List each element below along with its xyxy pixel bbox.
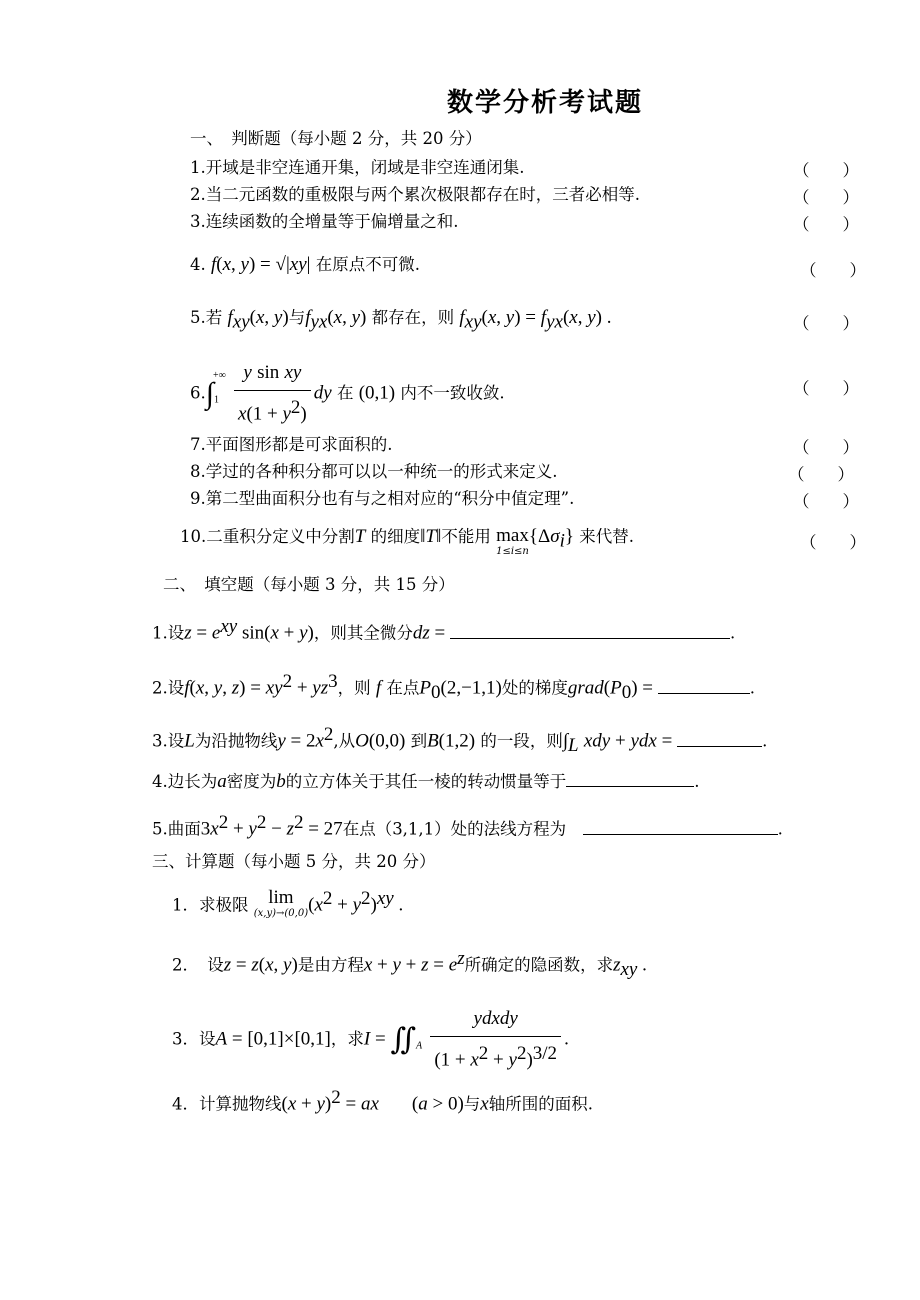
s2-q4-b: 密度为 (226, 772, 277, 791)
answer-paren: （ ） (793, 438, 859, 457)
answer-blank[interactable] (450, 624, 730, 639)
s3-q3-b: ，求 (330, 1029, 364, 1049)
s1-q2: 2.当二元函数的重极限与两个累次极限都存在时，三者必相等. (190, 185, 640, 204)
answer-blank[interactable] (677, 732, 762, 747)
s1-q6-text: 在 (336, 383, 354, 403)
s2-q2: 2.设f(x, y, $z) = xy^2 + yz^3$，则 f 在点$P_0(2,-1,1)$处的梯度$grad(P_0)$ = . (152, 671, 756, 703)
s2-q3-c: ,从 (333, 731, 356, 751)
s2-q1-a: 1.设 (152, 623, 185, 643)
s1-q4: 4. f(x, y) = √|xy| 在原点不可微. (190, 254, 420, 275)
s3-q2: 2． 设z = z(x, y)是由方程$x + y + z = e^z$所确定的隐函数，求$z_{xy}$ . (172, 948, 647, 980)
s3-q1-a: 1．求极限 (172, 895, 249, 915)
answer-blank[interactable] (658, 679, 750, 694)
s1-q10-c: 来代替. (579, 527, 634, 546)
s1-q8: 8.学过的各种积分都可以以一种统一的形式来定义. (190, 462, 558, 481)
s1-q5-num: 5.若 (190, 308, 223, 327)
exam-title: 数学分析考试题 (447, 88, 644, 118)
s1-q10-a: 的细度 (370, 527, 421, 546)
section-2-heading: 二、 填空题（每小题 3 分，共 15 分） (163, 575, 455, 594)
s2-q2-d: 处的梯度 (501, 678, 568, 698)
s3-q4: 4．计算抛物线$(x + y)^2$ = ax (a > 0)与x轴所围的面积. (172, 1087, 593, 1115)
s1-q4-text: 在原点不可微. (315, 255, 420, 274)
s1-q5-mid: 都存在，则 (371, 308, 455, 327)
answer-paren: （ ） (800, 533, 866, 552)
s2-q4-c: 的立方体关于其任一棱的转动惯量等于 (285, 772, 567, 791)
s3-q4-a: 4．计算抛物线 (172, 1094, 282, 1114)
s3-q2-b: 是由方程 (297, 955, 364, 975)
s2-q3-a: 3.设 (152, 731, 185, 751)
s3-q3: 3．设A = [0,1]×[0,1]，求$I = ∬_A$ $\frac{\text{ydxdy}}{(1 + x^2 + y^2)^{3/2}}$ . (172, 1004, 569, 1076)
s2-q3: 3.设L为沿抛物线$y = 2x^2$,从O(0,0) 到B(1,2) 的一段，则$\int_L$ xdy + ydx = . (152, 724, 768, 756)
answer-paren: （ ） (793, 215, 859, 234)
s1-q6-num: 6. (190, 383, 206, 403)
answer-paren: （ ） (793, 161, 859, 180)
s1-q1: 1.开域是非空连通开集，闭域是非空连通闭集. (190, 158, 525, 177)
s1-q10: 10.二重积分定义中分割T 的细度‖T‖不能用 max 1≤i≤n $\{\Delta\sigma_i\}$ 来代替. (180, 525, 634, 557)
s1-q3: 3.连续函数的全增量等于偏增量之和. (190, 212, 459, 231)
s2-q3-b: 为沿抛物线 (194, 731, 278, 751)
s1-q10-num: 10.二重积分定义中分割 (180, 527, 355, 546)
s2-q2-a: 2.设 (152, 678, 185, 698)
section-1-heading: 一、 判断题（每小题 2 分，共 20 分） (190, 129, 482, 148)
s3-q4-b: 与 (463, 1094, 481, 1114)
s2-q1-b: ，则其全微分 (313, 623, 413, 643)
s1-q5: 5.若 $f_{xy}(x$, y)与$f_{yx}(x$, y) 都存在，则 $f_{xy}(x$, $y) = f_{yx}(x$, y) . (190, 307, 612, 333)
s1-q9: 9.第二型曲面积分也有与之相对应的“积分中值定理”. (190, 489, 575, 508)
s2-q3-e: 的一段，则 (480, 731, 563, 751)
s3-q4-c: 轴所围的面积. (488, 1094, 593, 1114)
answer-paren: （ ） (793, 492, 859, 511)
s1-q6-tail: 内不一致收敛. (400, 383, 505, 403)
s2-q2-c: 在点 (386, 678, 420, 698)
answer-paren: （ ） (793, 379, 859, 398)
section-3-heading: 三、计算题（每小题 5 分，共 20 分） (152, 852, 436, 871)
s2-q5-b: 在点（3,1,1）处的法线方程为 (342, 819, 567, 839)
s2-q2-b: ，则 (337, 678, 371, 698)
s2-q4-a: 4.边长为 (152, 772, 218, 791)
s1-q4-num: 4. (190, 255, 206, 274)
s3-q1: 1．求极限 lim (x,y)→(0,0) $(x^2 + y^2)^{xy}$ . (172, 887, 404, 919)
s2-q5-a: 5.曲面 (152, 819, 201, 839)
s2-q5: 5.曲面$3x^2 + y^2 - z^2 = 27$在点（3,1,1）处的法线方程为 . (152, 812, 783, 840)
formula: f (211, 254, 217, 275)
answer-blank[interactable] (583, 820, 778, 835)
s3-q2-a: 2． 设 (172, 955, 224, 975)
s1-q6: $6.\int_1^{+\infty}$ $\frac{\text{y sin xy}}{x(1 + y^2)}$ dy 在 (0,1) 内不一致收敛. (190, 358, 505, 430)
s3-q3-a: 3．设 (172, 1029, 216, 1049)
s3-q2-c: 所确定的隐函数，求 (464, 955, 614, 975)
answer-paren: （ ） (800, 261, 866, 280)
answer-paren: （ ） (788, 465, 854, 484)
answer-blank[interactable] (566, 772, 694, 787)
answer-paren: （ ） (793, 314, 859, 333)
s2-q4: 4.边长为a密度为b的立方体关于其任一棱的转动惯量等于 . (152, 771, 700, 792)
s2-q3-d: 到 (410, 731, 428, 751)
s2-q1: 1.设$z = e^{xy}$ sin(x + y)，则其全微分dz = . (152, 616, 736, 644)
s1-q6-interval: (0,1) (358, 382, 396, 404)
answer-paren: （ ） (793, 188, 859, 207)
s1-q10-b: 不能用 (441, 527, 491, 546)
s1-q7: 7.平面图形都是可求面积的. (190, 435, 393, 454)
